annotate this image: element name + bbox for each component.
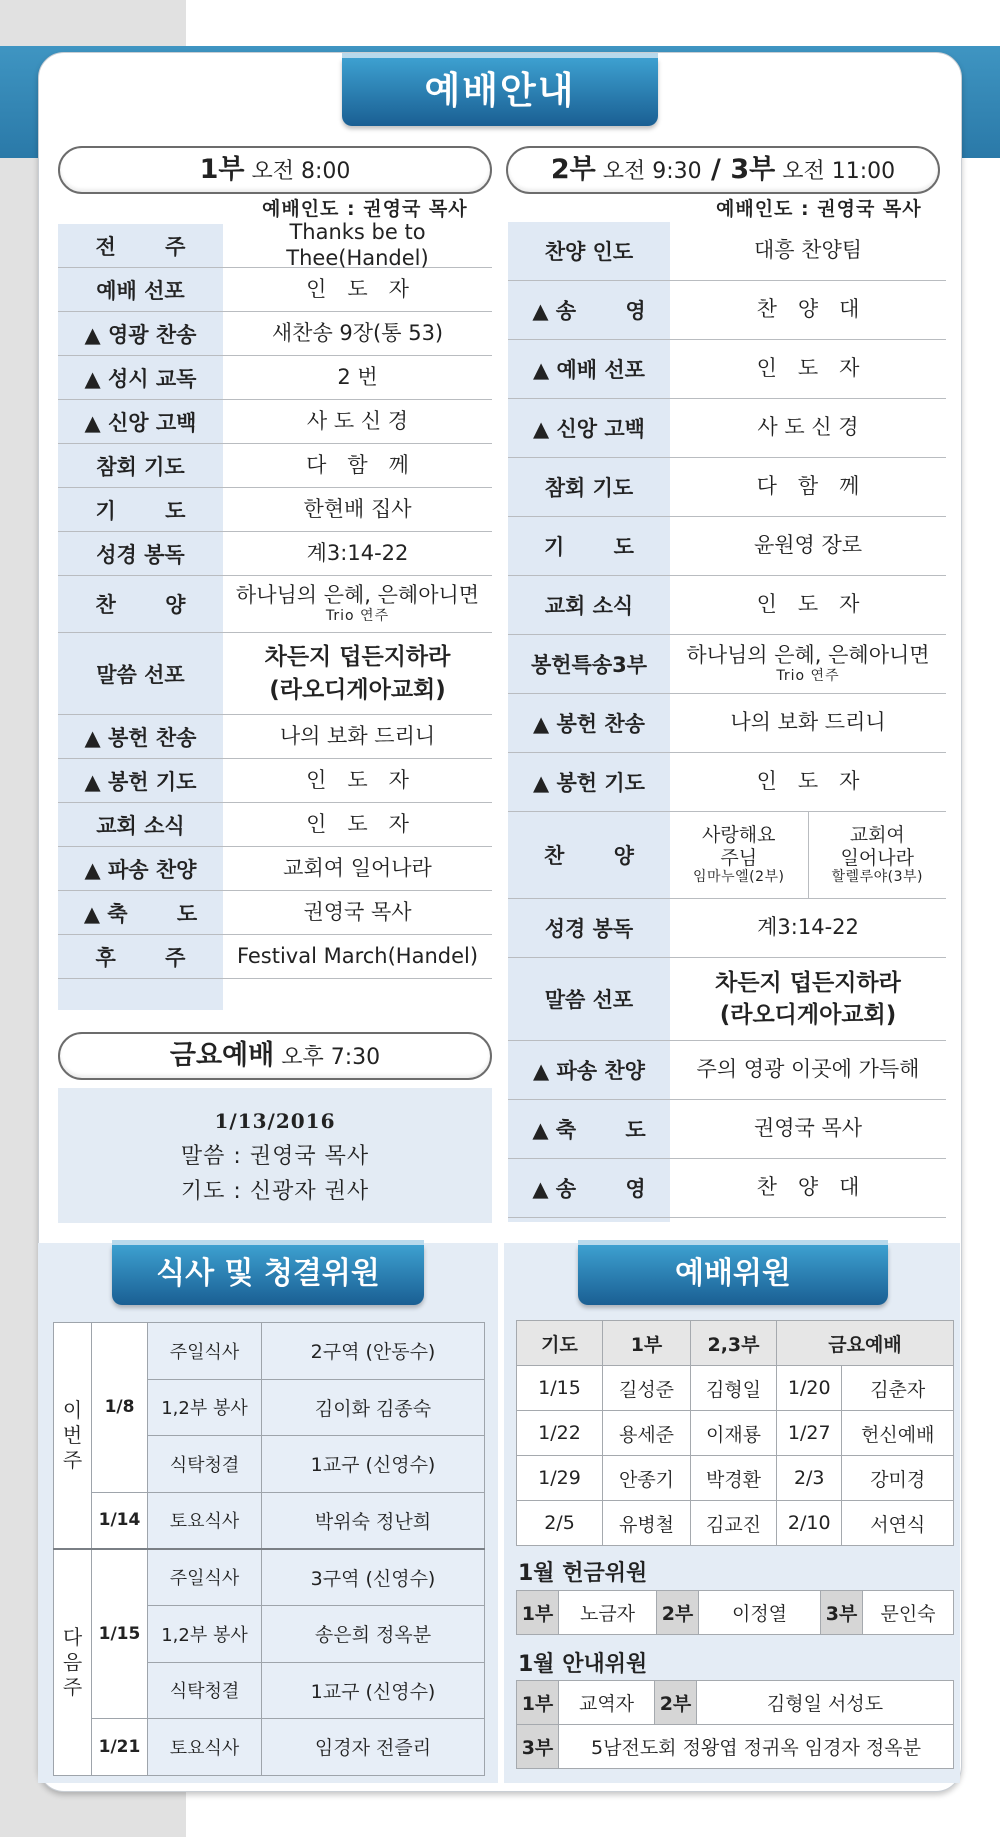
order-label: 찬양 인도 — [544, 240, 634, 264]
order-value — [670, 533, 946, 558]
order-value-text: 윤원영 장로 — [753, 533, 863, 558]
order-row — [58, 576, 492, 633]
order-value-text: (라오디게아교회) — [719, 1002, 897, 1028]
order-value-text: 인 도 자 — [756, 356, 860, 381]
order-row — [508, 340, 946, 399]
worship-cell: 1/29 — [517, 1456, 603, 1501]
worship-cell: 안종기 — [603, 1456, 691, 1501]
service1-time: 오전 8:00 — [251, 159, 351, 184]
order-value-text: 차든지 덥든지하라 — [264, 644, 451, 671]
order-value — [223, 583, 492, 625]
worship-header-1: 1부 — [603, 1321, 691, 1366]
order-row — [508, 958, 946, 1041]
order-value — [670, 643, 946, 685]
order-value-text: 인 도 자 — [306, 276, 409, 301]
order-value-line: 교회여 — [849, 823, 905, 846]
worship-header-23: 2,3부 — [691, 1321, 777, 1366]
friday-header — [58, 1032, 492, 1080]
order-value — [670, 1175, 946, 1200]
order-value-text: 하나님의 은혜, 은혜아니면 — [235, 583, 480, 607]
order-row — [58, 356, 492, 400]
order-value-text: 나의 보화 드리니 — [279, 723, 436, 748]
service1-order-table — [58, 220, 492, 1010]
order-value — [670, 1057, 946, 1082]
order-row — [58, 220, 492, 270]
order-row — [58, 847, 492, 891]
service3-time: 오전 11:00 — [782, 159, 896, 184]
order-value — [670, 967, 946, 1031]
order-value-line: 사랑해요 — [702, 823, 776, 846]
worship-row — [517, 1501, 954, 1546]
order-label: ▲ 파송 찬양 — [533, 1059, 645, 1083]
usher-name3: 5남전도회 정왕엽 정귀옥 임경자 정옥분 — [559, 1725, 954, 1769]
order-value — [670, 297, 946, 322]
order-value — [223, 497, 492, 522]
order-label: 말씀 선포 — [544, 988, 634, 1012]
order-value-text: (라오디게아교회) — [269, 676, 446, 703]
worship-cell: 유병철 — [603, 1501, 691, 1546]
order-value-line: 일어나라 — [840, 846, 914, 869]
order-label: 성경 봉독 — [96, 542, 185, 567]
worship-cell: 박경환 — [691, 1456, 777, 1501]
order-row — [58, 268, 492, 312]
meal-kind: 식탁청결 — [148, 1662, 262, 1719]
order-value-note: 임마누엘(2부) — [693, 869, 785, 886]
order-row — [58, 488, 492, 532]
order-row — [508, 1100, 946, 1159]
order-value-text: Festival March(Handel) — [236, 943, 479, 968]
worship-cell: 1/20 — [777, 1366, 842, 1411]
order-label: 예배 선포 — [96, 278, 185, 303]
meal-date: 1/15 — [92, 1549, 148, 1719]
order-row — [58, 633, 492, 715]
order-label: 찬 양 — [95, 593, 186, 617]
order-label: 후 주 — [95, 945, 186, 970]
order-value — [223, 812, 492, 837]
friday-prayer: 기도 : 신광자 권사 — [180, 1179, 370, 1204]
order-row — [508, 281, 946, 340]
worship-cell: 강미경 — [842, 1456, 954, 1501]
friday-date: 1/13/2016 — [214, 1109, 336, 1133]
worship-title: 예배위원 — [578, 1245, 888, 1305]
order-row — [58, 935, 492, 979]
meal-date: 1/8 — [92, 1323, 148, 1493]
meal-person: 김이화 김종숙 — [262, 1379, 485, 1436]
order-label: 참회 기도 — [544, 476, 634, 500]
order-value-text: 대흥 찬양팀 — [753, 238, 863, 263]
order-label: ▲ 봉헌 기도 — [533, 771, 645, 795]
order-value-text: 2 번 — [337, 364, 378, 389]
order-value — [223, 724, 492, 749]
order-row — [508, 694, 946, 753]
order-value-right — [808, 812, 947, 898]
worship-cell: 김춘자 — [842, 1366, 954, 1411]
worship-cell: 헌신예배 — [842, 1411, 954, 1456]
usher-part2: 2부 — [655, 1681, 697, 1725]
order-row — [508, 222, 946, 281]
order-row — [58, 715, 492, 759]
order-value-text: 한현배 집사 — [303, 496, 412, 521]
order-row — [508, 1041, 946, 1100]
order-value-split — [670, 812, 946, 898]
order-label: 찬 양 — [544, 844, 634, 868]
order-value-text: 인 도 자 — [756, 769, 860, 794]
meal-kind: 주일식사 — [148, 1323, 262, 1380]
order-value-text: 인 도 자 — [306, 767, 409, 792]
order-value — [670, 915, 946, 940]
friday-time: 오후 7:30 — [281, 1045, 381, 1070]
order-value — [670, 238, 946, 263]
usher-name1: 교역자 — [559, 1681, 655, 1725]
meal-person: 송은희 정옥분 — [262, 1605, 485, 1662]
order-value-text: 차든지 덥든지하라 — [715, 969, 901, 996]
order-label: 교회 소식 — [96, 813, 185, 838]
order-value — [223, 220, 492, 270]
order-label: 전 주 — [95, 234, 186, 259]
order-label: 기 도 — [544, 535, 634, 559]
order-value-text: 다 함 께 — [756, 474, 860, 499]
service-separator: / — [701, 154, 731, 185]
order-row — [508, 458, 946, 517]
meal-kind: 토요식사 — [148, 1719, 262, 1776]
order-value-text: 다 함 께 — [306, 452, 409, 477]
order-value — [223, 541, 492, 566]
usher-part3: 3부 — [517, 1725, 559, 1769]
order-row — [58, 759, 492, 803]
usher-part1: 1부 — [517, 1681, 559, 1725]
meal-date: 1/21 — [92, 1719, 148, 1776]
order-label: ▲ 축 도 — [83, 901, 198, 926]
service1-label: 1부 — [199, 154, 245, 185]
order-value-text: 주의 영광 이곳에 가득해 — [696, 1057, 920, 1082]
order-label: ▲ 봉헌 찬송 — [84, 725, 197, 750]
order-value — [670, 415, 946, 440]
worship-cell: 2/5 — [517, 1501, 603, 1546]
order-label: ▲ 성시 교독 — [84, 366, 197, 391]
order-value-note: 할렐루야(3부) — [831, 869, 923, 886]
order-value-text: Thanks be to Thee(Handel) — [286, 220, 429, 270]
order-row — [508, 812, 946, 899]
order-label: 참회 기도 — [96, 454, 185, 479]
order-value — [670, 356, 946, 381]
meal-person: 2구역 (안동수) — [262, 1323, 485, 1380]
order-value — [670, 474, 946, 499]
order-value — [223, 321, 492, 346]
order-value-text: 찬 양 대 — [756, 297, 860, 322]
order-value — [223, 365, 492, 390]
service3-label: 3부 — [730, 154, 776, 185]
order-value — [223, 277, 492, 302]
page-title: 예배안내 — [342, 58, 658, 126]
order-row — [58, 400, 492, 444]
worship-cell: 이재룡 — [691, 1411, 777, 1456]
meal-person: 박위숙 정난희 — [262, 1492, 485, 1549]
friday-box — [58, 1088, 492, 1223]
order-value — [670, 1116, 946, 1141]
meal-person: 3구역 (신영수) — [262, 1549, 485, 1606]
order-value — [223, 641, 492, 705]
order-value-text: 권영국 목사 — [753, 1116, 863, 1141]
service23-order-table — [508, 222, 946, 1222]
order-label: ▲ 예배 선포 — [533, 358, 645, 382]
order-value-text: 인 도 자 — [306, 811, 409, 836]
order-value — [223, 409, 492, 434]
order-value — [223, 856, 492, 881]
order-row — [58, 532, 492, 576]
usher-table — [516, 1680, 954, 1769]
order-label: 봉헌특송3부 — [530, 653, 648, 677]
order-row — [508, 753, 946, 812]
service1-header — [58, 146, 492, 194]
meal-kind: 주일식사 — [148, 1549, 262, 1606]
order-label: ▲ 봉헌 찬송 — [533, 712, 645, 736]
service23-header — [506, 146, 940, 194]
order-label: 교회 소식 — [544, 594, 634, 618]
order-value-text: 사 도 신 경 — [757, 415, 859, 440]
worship-table — [516, 1320, 954, 1546]
order-label: ▲ 영광 찬송 — [84, 322, 197, 347]
order-value-text: 인 도 자 — [756, 592, 860, 617]
meal-kind: 1,2부 봉사 — [148, 1605, 262, 1662]
usher-name2: 김형일 서성도 — [697, 1681, 954, 1725]
meal-table — [53, 1322, 485, 1776]
order-value — [670, 710, 946, 735]
worship-cell: 1/22 — [517, 1411, 603, 1456]
order-value-note: Trio 연주 — [325, 608, 390, 625]
worship-cell: 용세준 — [603, 1411, 691, 1456]
order-value-text: 찬 양 대 — [756, 1175, 860, 1200]
order-value — [223, 453, 492, 478]
this-week-label: 이 번 주 — [54, 1323, 92, 1549]
order-value-text: 권영국 목사 — [303, 899, 412, 924]
order-label: ▲ 송 영 — [532, 1177, 646, 1201]
order-value-text: 계3:14-22 — [757, 915, 859, 940]
meal-kind: 토요식사 — [148, 1492, 262, 1549]
order-label: ▲ 신앙 고백 — [533, 417, 645, 441]
meal-person: 임경자 전즐리 — [262, 1719, 485, 1776]
meal-kind: 식탁청결 — [148, 1436, 262, 1493]
order-row — [58, 444, 492, 488]
offering-part3: 3부 — [821, 1591, 863, 1635]
order-row — [508, 635, 946, 694]
meal-kind: 1,2부 봉사 — [148, 1379, 262, 1436]
order-label: ▲ 파송 찬양 — [84, 857, 197, 882]
worship-cell: 2/10 — [777, 1501, 842, 1546]
meal-person: 1교구 (신영수) — [262, 1436, 485, 1493]
offering-part1: 1부 — [517, 1591, 559, 1635]
worship-cell: 김형일 — [691, 1366, 777, 1411]
friday-sermon: 말씀 : 권영국 목사 — [180, 1144, 370, 1169]
order-row — [508, 899, 946, 958]
meal-date: 1/14 — [92, 1492, 148, 1549]
order-value — [223, 900, 492, 925]
order-row — [508, 1159, 946, 1218]
offering-table — [516, 1590, 954, 1635]
order-value — [670, 769, 946, 794]
order-label: 기 도 — [95, 498, 186, 523]
order-label: ▲ 봉헌 기도 — [84, 769, 197, 794]
order-row — [508, 576, 946, 635]
service1-leader: 예배인도 : 권영국 목사 — [262, 198, 468, 220]
worship-cell: 길성준 — [603, 1366, 691, 1411]
order-value — [670, 592, 946, 617]
offering-name1: 노금자 — [559, 1591, 657, 1635]
order-label: 말씀 선포 — [96, 662, 185, 687]
order-row — [58, 312, 492, 356]
order-value-text: 계3:14-22 — [306, 540, 409, 565]
service2-time: 오전 9:30 — [602, 159, 702, 184]
offering-name2: 이정열 — [699, 1591, 821, 1635]
worship-row — [517, 1366, 954, 1411]
order-value — [223, 768, 492, 793]
order-value-text: 사 도 신 경 — [306, 408, 409, 433]
offering-part2: 2부 — [657, 1591, 699, 1635]
offering-title: 1월 헌금위원 — [518, 1561, 648, 1586]
order-value-note: Trio 연주 — [776, 668, 840, 685]
order-value-text: 하나님의 은혜, 은혜아니면 — [686, 643, 930, 667]
order-label: ▲ 신앙 고백 — [84, 410, 197, 435]
service2-label: 2부 — [550, 154, 596, 185]
worship-row — [517, 1456, 954, 1501]
order-value-text: 새찬송 9장(통 53) — [271, 320, 444, 345]
order-label: ▲ 송 영 — [532, 299, 646, 323]
worship-cell: 서연식 — [842, 1501, 954, 1546]
order-row — [508, 399, 946, 458]
worship-cell: 2/3 — [777, 1456, 842, 1501]
order-label: ▲ 축 도 — [532, 1118, 646, 1142]
meal-person: 1교구 (신영수) — [262, 1662, 485, 1719]
worship-header-prayer: 기도 — [517, 1321, 603, 1366]
meal-title: 식사 및 청결위원 — [112, 1245, 424, 1305]
order-value-text: 교회여 일어나라 — [283, 855, 432, 880]
order-label: 성경 봉독 — [544, 917, 634, 941]
friday-label: 금요예배 — [169, 1040, 275, 1071]
offering-name3: 문인숙 — [863, 1591, 954, 1635]
next-week-label: 다 음 주 — [54, 1549, 92, 1775]
worship-cell: 1/27 — [777, 1411, 842, 1456]
order-row — [58, 803, 492, 847]
order-value-left — [670, 812, 808, 898]
worship-header-friday: 금요예배 — [777, 1321, 954, 1366]
worship-row — [517, 1411, 954, 1456]
order-value — [223, 944, 492, 969]
usher-title: 1월 안내위원 — [518, 1652, 648, 1677]
worship-cell: 1/15 — [517, 1366, 603, 1411]
order-value-text: 나의 보화 드리니 — [730, 710, 886, 735]
order-value-line: 주님 — [720, 846, 758, 869]
service23-leader: 예배인도 : 권영국 목사 — [716, 198, 922, 220]
order-row — [508, 517, 946, 576]
order-row — [58, 891, 492, 935]
worship-cell: 김교진 — [691, 1501, 777, 1546]
